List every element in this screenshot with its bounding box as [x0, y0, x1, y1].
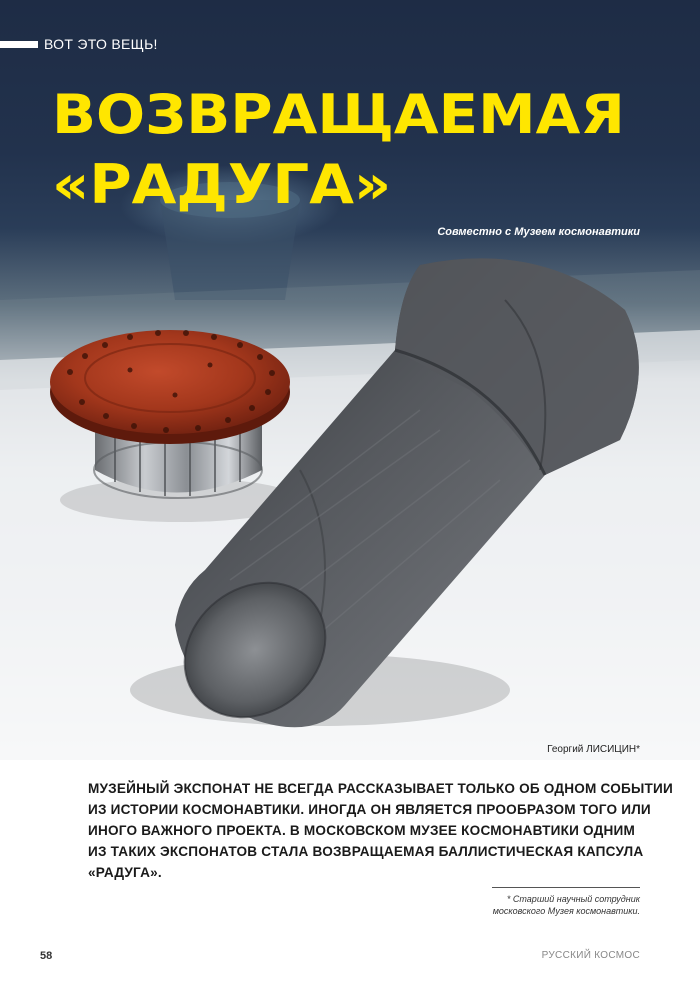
footnote-line: * Старший научный сотрудник [506, 894, 640, 904]
section-bar [0, 41, 38, 48]
lead-line: ИЗ ИСТОРИИ КОСМОНАВТИКИ. ИНОГДА ОН ЯВЛЯЕТСЯ ПРООБРАЗОМ ТОГО ИЛИ [88, 802, 651, 817]
title-line-1: ВОЗВРАЩАЕМАЯ [52, 83, 625, 146]
footnote-line: московского Музея космонавтики. [492, 906, 640, 916]
magazine-name: РУССКИЙ КОСМОС [541, 950, 640, 961]
photo-credit: Совместно с Музеем космонавтики [437, 226, 640, 238]
lead-line: ИНОГО ВАЖНОГО ПРОЕКТА. В МОСКОВСКОМ МУЗЕЕ КОСМОНАВТИКИ ОДНИМ [88, 823, 636, 838]
lead-line: «РАДУГА». [88, 865, 162, 880]
title-line-2: «РАДУГА» [52, 153, 392, 216]
section-label: ВОТ ЭТО ВЕЩЬ! [44, 36, 158, 52]
author-name: Георгий ЛИСИЦИН* [547, 744, 640, 755]
page-number: 58 [40, 950, 53, 962]
article-title [52, 80, 625, 220]
lead-line: МУЗЕЙНЫЙ ЭКСПОНАТ НЕ ВСЕГДА РАССКАЗЫВАЕТ ТОЛЬКО ОБ ОДНОМ СОБЫТИИ [88, 781, 673, 796]
footnote-divider [492, 887, 640, 888]
lead-paragraph [88, 778, 673, 883]
lead-line: ИЗ ТАКИХ ЭКСПОНАТОВ СТАЛА ВОЗВРАЩАЕМАЯ БАЛЛИСТИЧЕСКАЯ КАПСУЛА [88, 844, 644, 859]
footnote [493, 893, 640, 917]
